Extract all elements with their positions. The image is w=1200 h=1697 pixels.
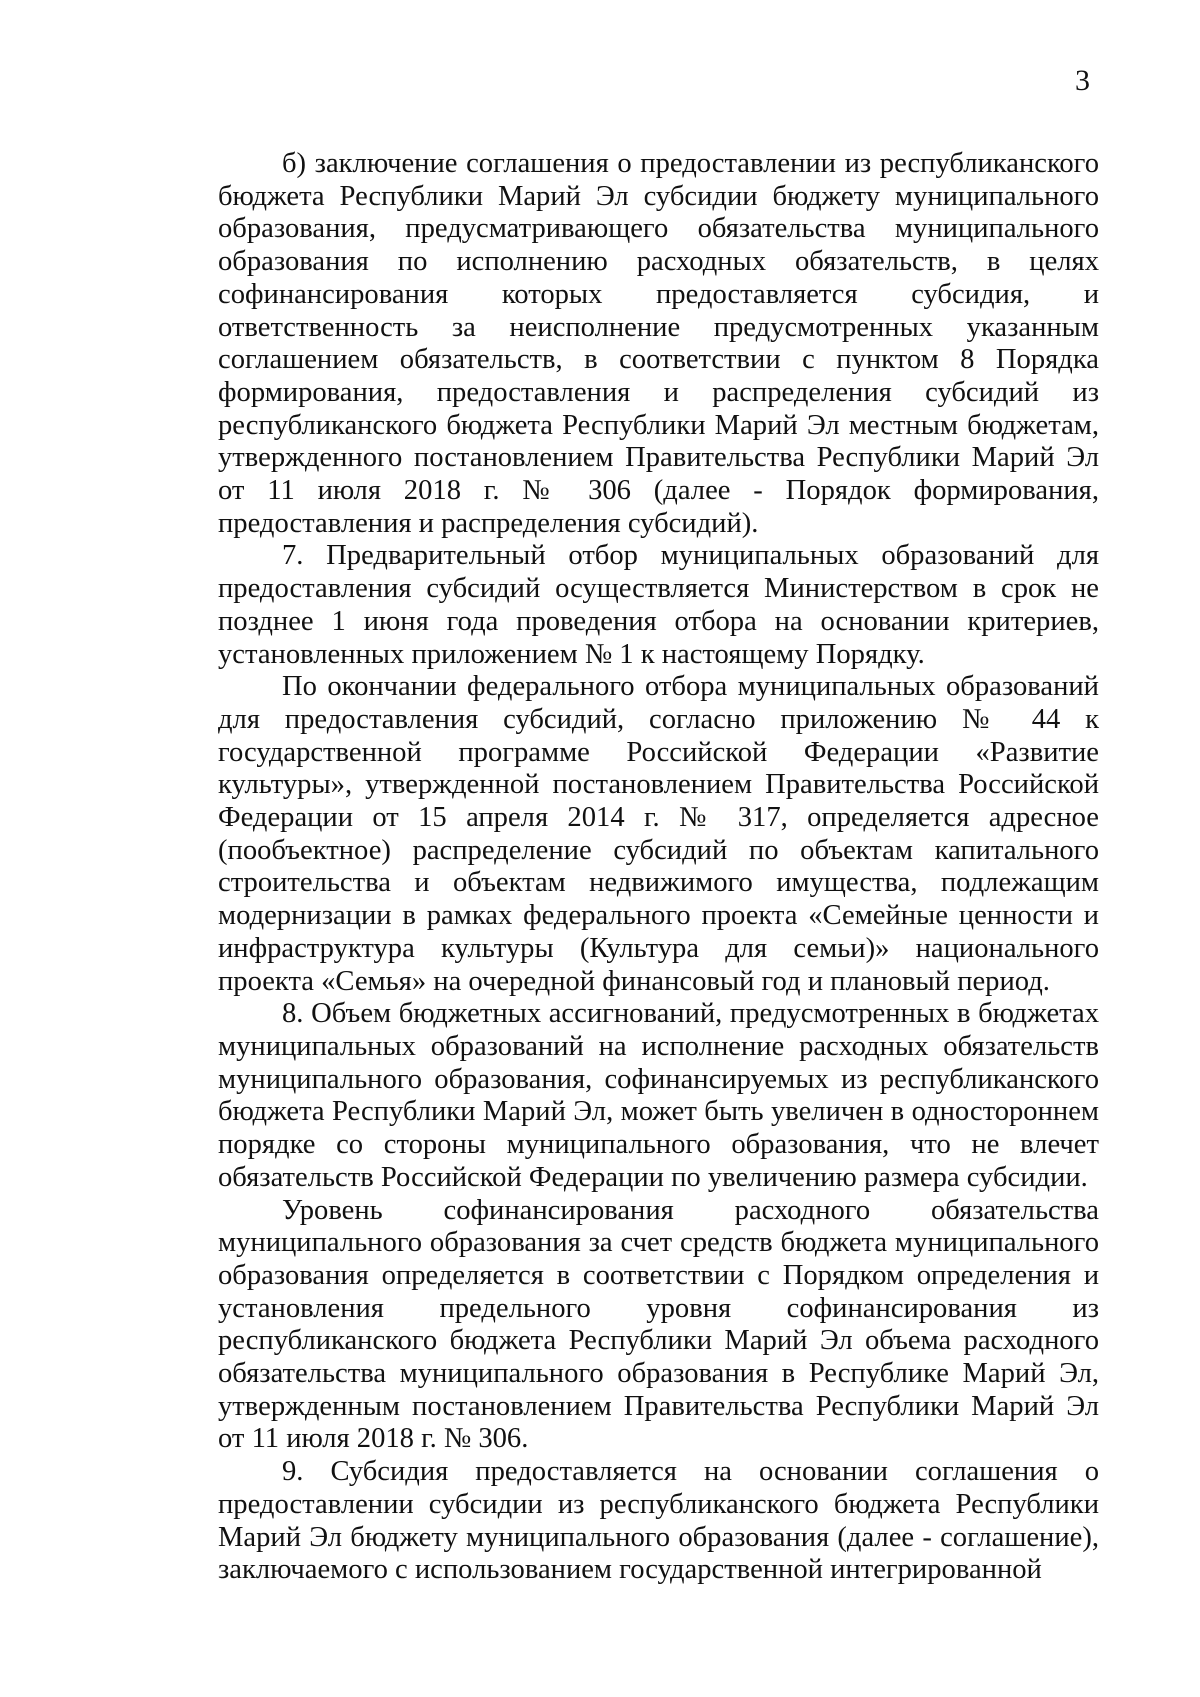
paragraph-6b: б) заключение соглашения о предоставлении из республиканского бюджета Республики Марий Эл субсидии бюджету муниципального образования, предусматривающего обязательства муниципального образования по исполнению расходных обязательств, в целях софинансирования которых предоставляется субсидия, и ответственность за неисполнение предусмотренных указанным соглашением обязательств, в соответствии с пунктом 8 Порядка формирования, предоставления и распределения субсидий из республиканского бюджета Республики Марий Эл местным бюджетам, утвержденного постановлением Правительства Республики Марий Эл от 11 июля 2018 г. № 306 (далее - Порядок формирования, предоставления и распределения субсидий).: [218, 148, 1099, 539]
paragraph-7: 7. Предварительный отбор муниципальных образований для предоставления субсидий осуществляется Министерством в срок не позднее 1 июня года проведения отбора на основании критериев, установленных приложением № 1 к настоящему Порядку.: [218, 540, 1099, 670]
paragraph-7-continued: По окончании федерального отбора муниципальных образований для предоставления субсидий, согласно приложению № 44 к государственной программе Российской Федерации «Развитие культуры», утвержденной постановлением Правительства Российской Федерации от 15 апреля 2014 г. № 317, определяется адресное (пообъектное) распределение субсидий по объектам капитального строительства и объектам недвижимого имущества, подлежащим модернизации в рамках федерального проекта «Семейные ценности и инфраструктура культуры (Культура для семьи)» национального проекта «Семья» на очередной финансовый год и плановый период.: [218, 671, 1099, 997]
document-body: [218, 148, 1099, 1587]
paragraph-8: 8. Объем бюджетных ассигнований, предусмотренных в бюджетах муниципальных образований на исполнение расходных обязательств муниципального образования, софинансируемых из республиканского бюджета Республики Марий Эл, может быть увеличен в одностороннем порядке со стороны муниципального образования, что не влечет обязательств Российской Федерации по увеличению размера субсидии.: [218, 998, 1099, 1193]
paragraph-8-continued: Уровень софинансирования расходного обязательства муниципального образования за счет средств бюджета муниципального образования определяется в соответствии с Порядком определения и установления предельного уровня софинансирования из республиканского бюджета Республики Марий Эл объема расходного обязательства муниципального образования в Республике Марий Эл, утвержденным постановлением Правительства Республики Марий Эл от 11 июля 2018 г. № 306.: [218, 1194, 1099, 1455]
paragraph-9: 9. Субсидия предоставляется на основании соглашения о предоставлении субсидии из республиканского бюджета Республики Марий Эл бюджету муниципального образования (далее - соглашение), заключаемого с использованием государственной интегрированной: [218, 1456, 1099, 1586]
page-number: 3: [1075, 64, 1090, 97]
